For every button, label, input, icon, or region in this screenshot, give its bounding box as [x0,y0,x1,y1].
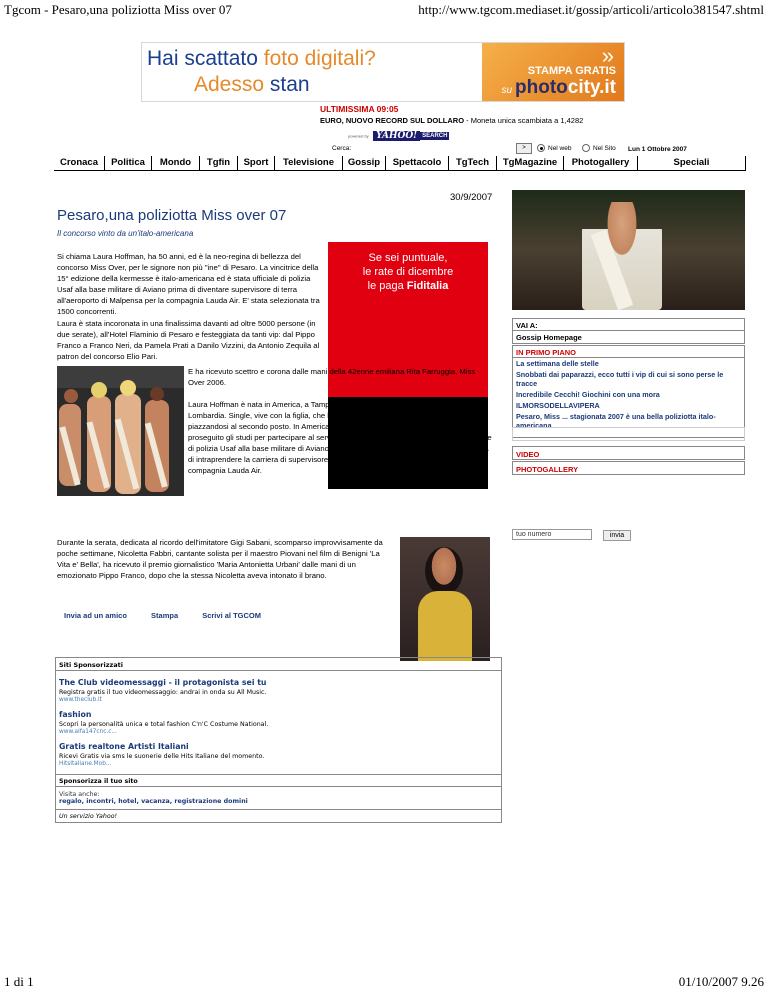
photocity-banner-ad[interactable] [141,42,625,102]
article-date: 30/9/2007 [450,192,493,203]
radio-site[interactable] [582,144,590,152]
print-page-number: 1 di 1 [4,974,34,989]
ultimissima-news[interactable]: EURO, NUOVO RECORD SUL DOLLARO - Moneta unica scambiata a 1,4282 [320,116,584,125]
primo-piano-link[interactable]: ILMORSODELLAVIPERA [516,401,600,410]
nav-speciali[interactable]: Speciali [638,156,746,170]
print-page-title: Tgcom - Pesaro,una poliziotta Miss over 07 [4,2,232,17]
sponsored-title: Siti Sponsorizzati [56,658,501,671]
banner-stampa-gratis: STAMPA GRATIS [527,65,616,77]
photogallery-link[interactable]: PHOTOGALLERY [512,461,745,475]
yahoo-logo: YAHOO! [373,131,420,141]
current-date: Lun 1 Ottobre 2007 [628,146,687,153]
search-button[interactable]: > [516,143,532,154]
in-primo-piano-title: IN PRIMO PIANO [513,346,744,358]
miss-over-photo [512,190,745,310]
sponsored-item-title[interactable]: fashion [59,710,92,719]
nav-mondo[interactable]: Mondo [152,156,200,170]
vai-a-box [512,318,745,344]
search-bar [320,143,740,155]
phone-number-input[interactable]: tuo numero [512,529,592,540]
write-to-tgcom-link[interactable]: Scrivi al TGCOM [202,611,261,620]
article-paragraph: Durante la serata, dedicata al ricordo dell'imitatore Gigi Sabani, scomparso improvvisamente da poche settimane, Nicoletta Fabbri, cantante solista per il maestro Piovani nel film di Benigni 'La Vita e' Bella', ha ricevuto il premio giornalistico 'Maria Antonietta Urbani' dalle mani di un emozionato Pippo Franco, dopo che la stessa Nicoletta aveva intonato il brano. [57,538,383,580]
sponsored-item-title[interactable]: The Club videomessaggi - il protagonista sei tu [59,678,267,687]
sidebar-empty-box [512,427,745,441]
print-footer [4,974,764,990]
send-to-friend-link[interactable]: Invia ad un amico [64,611,127,620]
sponsored-item[interactable] [56,703,501,735]
sponsored-item-desc: Ricevi Gratis via sms le suonerie delle Hits Italiane del momento. [59,753,265,760]
nav-cronaca[interactable]: Cronaca [54,156,105,170]
in-primo-piano-box [512,345,745,438]
print-url: http://www.tgcom.mediaset.it/gossip/articoli/articolo381547.shtml [418,2,764,17]
gossip-homepage-link[interactable]: Gossip Homepage [516,333,582,342]
sponsored-item[interactable] [56,671,501,703]
primo-piano-link[interactable]: Incredibile Cecchi! Giochini con una mora [516,390,660,399]
radio-site-label: Nel Sito [593,145,616,152]
video-link[interactable]: VIDEO [512,446,745,460]
sms-send-button[interactable]: invia [603,530,631,541]
nav-tgtech[interactable]: TgTech [449,156,497,170]
print-link[interactable]: Stampa [151,611,179,620]
vai-a-title: VAI A: [513,319,744,331]
primo-piano-link[interactable]: Snobbati dai paparazzi, ecco tutti i vip di cui si sono perse le tracce [516,370,724,388]
article-actions [64,611,283,620]
photocity-logo: su photocity.it [501,77,616,98]
banner-line2: Adesso stan [194,73,310,96]
print-datetime: 01/10/2007 9.26 [678,974,764,989]
sponsored-item[interactable] [56,735,501,767]
miss-over-winners-photo [57,366,184,496]
primo-piano-link[interactable]: La settimana delle stelle [516,359,599,368]
article-body-with-photo [57,366,492,496]
fiditalia-ad[interactable]: Se sei puntuale, le rate di dicembre le paga Fiditalia [328,242,488,397]
sponsored-item-desc: Registra gratis il tuo videomessaggio: andrai in onda su All Music. [59,689,267,696]
article-paragraph: Si chiama Laura Hoffman, ha 50 anni, ed è la neo-regina di bellezza del concorso Miss Over, per le signore non più "ine" di Pesaro. La vincitrice della 15° edizione della kermesse è italo-americana ed è stata ufficiale di polizia Usaf alla base militare di Aviano prima di diventare supervisore di terra all'aeroporto di Malpensa per la compagnia Lauda Air. E' stata selezionata tra 1500 concorrenti. [57,252,320,316]
nav-sport[interactable]: Sport [238,156,275,170]
nav-spettacolo[interactable]: Spettacolo [386,156,449,170]
print-header [4,2,764,18]
yahoo-service-note: Un servizio Yahoo! [56,809,501,822]
article-paragraph: Laura Hoffman è nata in America, a Tampa (Florida) ma abita a Cadrezzate in alta Lombardia. Single, vive con la figlia, che ha partecipato quest'anno a Miss Padania, piazzandosi al secondo posto. In America ha frequentato l'università, ma non ha proseguito gli studi per partecipare al servizio di leva. Poi è arrivata in Italia come ufficiale di polizia Usaf alla base militare di Aviano, dove ha prestato servizio per tanti anni, prima di intraprendere la carriera di supervisore di terra all'aeroporto di Malpensa per la compagnia Lauda Air. [188,400,492,475]
sponsored-item-url[interactable]: www.theclub.it [59,697,102,703]
main-nav [54,156,746,171]
sponsored-item-url[interactable]: HitsItaliane.Mob... [59,761,112,767]
sponsored-item-title[interactable]: Gratis realtone Artisti Italiani [59,742,189,751]
sponsorizza-link[interactable]: Sponsorizza il tuo sito [56,774,501,787]
article-subtitle: Il concorso vinto da un'italo-americana [57,229,194,238]
radio-web-label: Nel web [548,145,572,152]
nav-photogallery[interactable]: Photogallery [564,156,638,170]
banner-line1: Hai scattato foto digitali? [147,47,376,70]
ultimissima-title: ULTIMISSIMA 09:05 [320,104,399,114]
nav-gossip[interactable]: Gossip [343,156,386,170]
yahoo-search-logo: powered by YAHOO! SEARCH [348,130,448,141]
radio-web[interactable] [537,144,545,152]
nav-politica[interactable]: Politica [105,156,152,170]
nav-tgmagazine[interactable]: TgMagazine [497,156,564,170]
sponsored-item-url[interactable]: www.alfa147cnc.c... [59,729,117,735]
article-paragraph: E ha ricevuto scettro e corona dalle mani della 42enne emiliana Rita Farruggia, Miss Over 2006. [188,367,476,387]
primo-piano-link[interactable]: Pesaro, Miss ... stagionata 2007 è una bella poliziotta italo-americana [516,412,716,430]
visita-anche: Visita anche: regalo, incontri, hotel, vacanza, registrazione domini [56,787,501,809]
article-paragraph: Laura è stata incoronata in una finalissima davanti ad oltre 5000 persone (in due serate), all'Hotel Flaminio di Pesaro e festeggiata da tanti vip: dal Pippo Franco a Franco Neri, da Pamela Prati a Danilo Vizzini, da Antonio Zequila al patron del concorso Elio Pari. [57,319,320,361]
sponsored-sites-box [55,657,502,823]
search-label: Cerca: [332,145,352,152]
nav-televisione[interactable]: Televisione [275,156,343,170]
article-title: Pesaro,una poliziotta Miss over 07 [57,207,287,224]
sponsored-item-desc: Scopri la personalità unica e total fashion C'n'C Costume National. [59,721,269,728]
chevron-right-icon: » [601,43,614,68]
visita-links[interactable]: regalo, incontri, hotel, vacanza, registrazione domini [59,798,248,805]
singer-photo [400,537,490,661]
nav-tgfin[interactable]: Tgfin [200,156,238,170]
